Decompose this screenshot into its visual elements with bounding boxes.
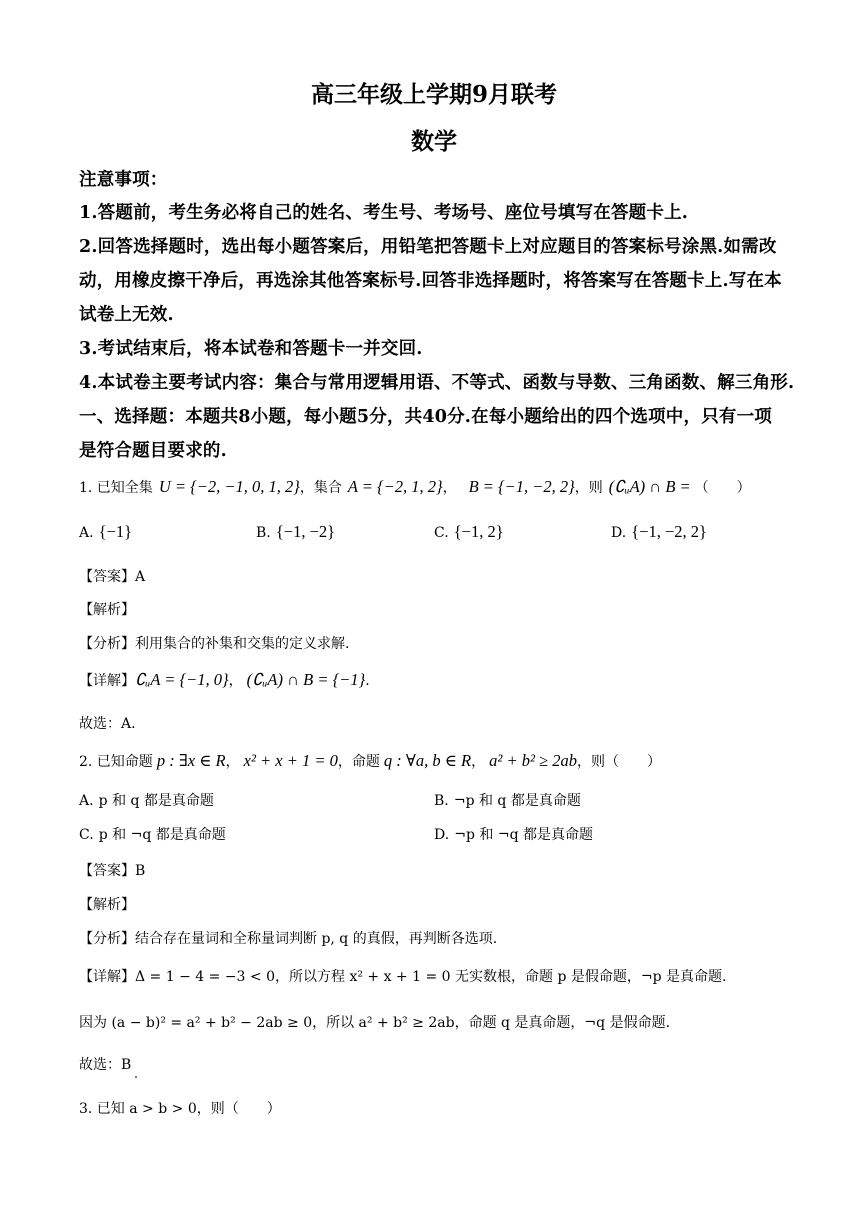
q1-set-a: A = {−2, 1, 2}: [347, 477, 443, 496]
q1-detail: 【详解】∁ᵤA = {−1, 0}， (∁ᵤA) ∩ B = {−1}.: [79, 670, 370, 689]
q1-option-c: C. {−1, 2}: [434, 522, 504, 541]
section-heading-line2: 是符合题目要求的.: [79, 441, 227, 461]
notice-heading: 注意事项：: [79, 170, 168, 190]
notice-item-1: 1.答题前，考生务必将自己的姓名、考生号、考场号、座位号填写在答题卡上.: [79, 203, 689, 223]
notice-item-2-line2: 动，用橡皮擦干净后，再选涂其他答案标号.回答非选择题时，将答案写在答题卡上.写在本: [79, 271, 782, 291]
q1-question-expr: (∁ᵤA) ∩ B =: [608, 477, 691, 496]
q2-choose: 故选：B: [79, 1057, 132, 1073]
q1-sep3: ，则: [574, 480, 603, 496]
question-3-stem: 3. 已知 a > b > 0，则（ ）: [79, 1101, 281, 1117]
q2-option-c: C. p 和 ¬q 都是真命题: [79, 827, 226, 843]
q2-answer: 【答案】B: [79, 863, 146, 879]
exam-title: 高三年级上学期9月联考: [310, 81, 557, 108]
subject-title: 数学: [411, 128, 457, 155]
q1-option-b: B. {−1, −2}: [256, 522, 336, 541]
q1-fenxi: 【分析】利用集合的补集和交集的定义求解.: [79, 636, 350, 652]
q2-proposition-q: q : ∀a, b ∈ R: [383, 751, 472, 770]
question-1-stem: [79, 477, 751, 497]
q1-answer: 【答案】A: [79, 569, 146, 585]
question-2-stem: 2. 已知命题 p : ∃x ∈ R， x² + x + 1 = 0，命题 q : ∀a, b ∈ R， a² + b² ≥ 2ab，则（ ）: [79, 751, 661, 770]
q1-choose: 故选：A.: [79, 716, 136, 732]
stray-dot: [135, 1076, 137, 1078]
q2-detail-line1: 【详解】Δ = 1 − 4 = −3 < 0，所以方程 x² + x + 1 = 0 无实数根，命题 p 是假命题，¬p 是真命题.: [79, 969, 727, 985]
q1-detail-intersection: (∁ᵤA) ∩ B = {−1}: [246, 670, 366, 689]
q2-inequality: a² + b² ≥ 2ab: [489, 751, 577, 770]
q2-option-d: D. ¬p 和 ¬q 都是真命题: [434, 827, 594, 843]
section-heading-line1: 一、选择题：本题共8小题，每小题5分，共40分.在每小题给出的四个选项中，只有一项: [79, 407, 772, 427]
q1-sep1: ，集合: [299, 480, 342, 496]
notice-item-4: 4.本试卷主要考试内容：集合与常用逻辑用语、不等式、函数与导数、三角函数、解三角形.: [79, 373, 795, 393]
q1-paren: （ ）: [694, 480, 751, 496]
q2-option-b: B. ¬p 和 q 都是真命题: [434, 793, 581, 809]
notice-item-2-line3: 试卷上无效.: [79, 305, 174, 325]
notice-item-3: 3.考试结束后，将本试卷和答题卡一并交回.: [79, 339, 423, 359]
q2-proposition-p: p : ∃x ∈ R: [156, 751, 226, 770]
q2-equation: x² + x + 1 = 0: [243, 751, 338, 770]
q1-set-b: B = {−1, −2, 2}: [468, 477, 575, 496]
q1-sep2: ，: [442, 480, 457, 496]
q2-detail-line2: 因为 (a − b)² = a² + b² − 2ab ≥ 0，所以 a² + b² ≥ 2ab，命题 q 是真命题，¬q 是假命题.: [79, 1015, 671, 1031]
q1-number: 1. 已知全集: [79, 480, 153, 496]
q1-detail-complement: ∁ᵤA = {−1, 0}: [135, 670, 229, 689]
q2-analysis-label: 【解析】: [79, 897, 135, 913]
q2-option-a: A. p 和 q 都是真命题: [79, 793, 214, 809]
q1-option-d: D. {−1, −2, 2}: [611, 522, 707, 541]
q2-fenxi: 【分析】结合存在量词和全称量词判断 p, q 的真假，再判断各选项.: [79, 931, 498, 947]
notice-item-2-line1: 2.回答选择题时，选出每小题答案后，用铅笔把答题卡上对应题目的答案标号涂黑.如需改: [79, 237, 777, 257]
q1-option-a: A. {−1}: [79, 522, 133, 541]
q1-analysis-label: 【解析】: [79, 602, 135, 618]
q1-universal-set: U = {−2, −1, 0, 1, 2}: [158, 477, 300, 496]
